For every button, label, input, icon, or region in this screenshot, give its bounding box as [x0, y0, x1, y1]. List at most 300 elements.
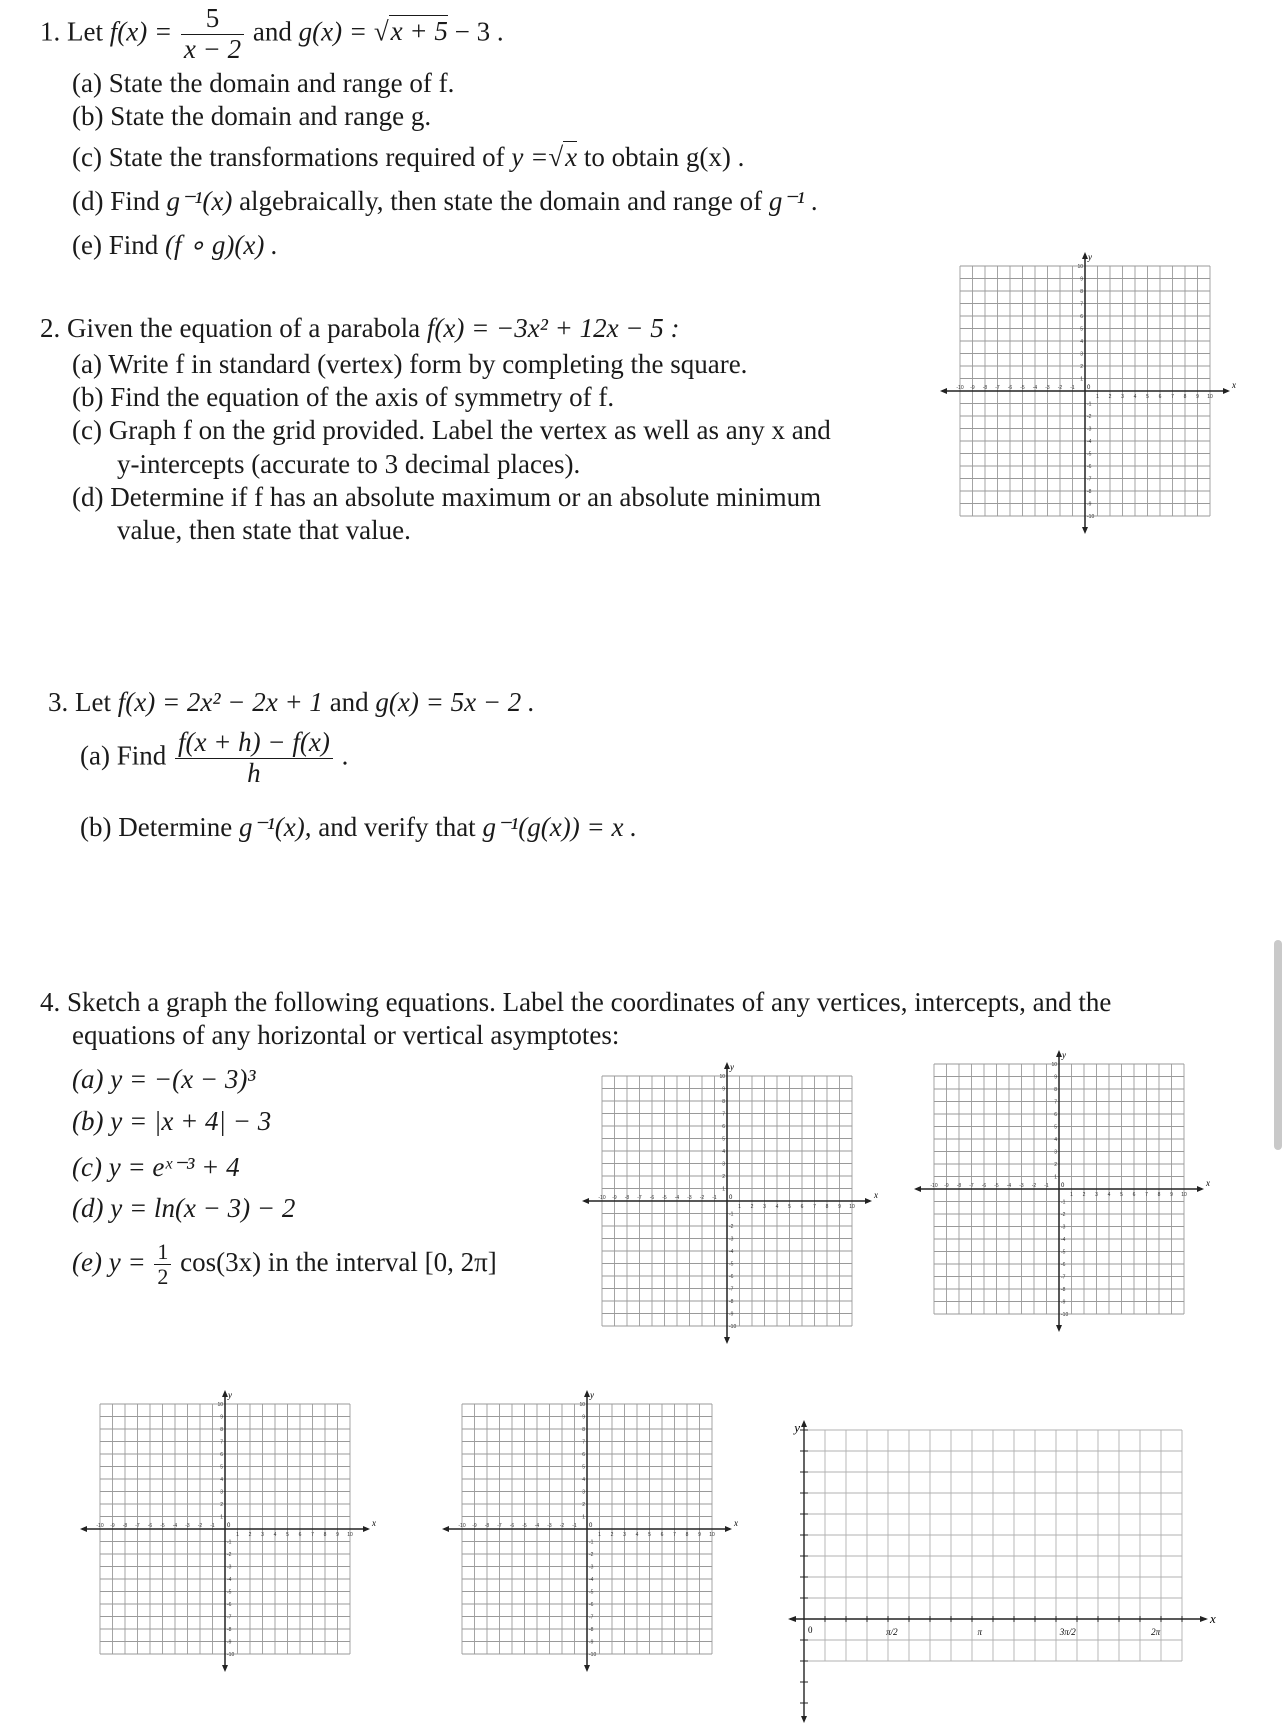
y-tick-label: -1: [729, 1211, 734, 1218]
x-tick-label: 3: [1095, 1192, 1098, 1198]
coordinate-grid-q2: [938, 252, 1236, 536]
origin-label: 0: [589, 1523, 593, 1529]
x-tick-label: -7: [637, 1195, 642, 1201]
q1-c-y: y =: [511, 142, 549, 172]
origin-label: 0: [729, 1195, 733, 1201]
q1-e-pre: (e) Find: [72, 230, 159, 260]
x-tick-label: -2: [559, 1523, 565, 1529]
x-tick-label: 1: [598, 1532, 601, 1538]
y-tick-label: 4: [582, 1477, 585, 1483]
x-tick-label: 8: [825, 1204, 829, 1210]
x-tick-label: -5: [994, 1183, 999, 1189]
q4-part-b: (b) y = |x + 4| − 3: [72, 1106, 272, 1136]
y-tick-label: -3: [1087, 426, 1092, 433]
y-tick-label: -9: [1061, 1299, 1066, 1306]
coordinate-grid-q4-d: [440, 1390, 738, 1674]
q3-stem: [48, 686, 535, 720]
y-tick-label: -10: [227, 1652, 235, 1658]
x-tick-label: π/2: [886, 1627, 898, 1637]
scrollbar[interactable]: [1274, 940, 1282, 1150]
x-tick-label: -8: [484, 1523, 490, 1529]
q4-part-e: [72, 1240, 497, 1289]
x-tick-label: 3: [1121, 394, 1124, 400]
y-tick-label: -10: [1087, 514, 1095, 520]
y-tick-label: -8: [729, 1299, 734, 1305]
x-tick-label: 8: [1183, 394, 1187, 400]
q1-f-fraction: [181, 4, 244, 64]
q3-number: 3.: [48, 687, 69, 717]
q1-part-b: (b) State the domain and range g.: [72, 101, 432, 131]
y-tick-label: 3: [220, 1489, 223, 1496]
q1-and: and: [252, 16, 292, 47]
x-tick-label: -7: [995, 385, 1000, 391]
q2-stem-pre: Given the equation of a parabola: [67, 313, 421, 343]
q3-a-post: .: [341, 740, 349, 771]
y-tick-label: 5: [220, 1464, 223, 1471]
q1-number: 1.: [40, 16, 61, 47]
x-axis-label: x: [874, 1190, 878, 1200]
y-tick-label: 9: [220, 1414, 223, 1421]
x-tick-label: -4: [172, 1523, 178, 1529]
q1-e-expr: (f ∘ g)(x) .: [164, 230, 278, 260]
trig-grid-svg: [786, 1418, 1216, 1731]
x-tick-label: π: [977, 1627, 983, 1637]
x-tick-label: -4: [674, 1195, 680, 1201]
y-tick-label: 10: [719, 1074, 725, 1080]
x-tick-label: -8: [956, 1183, 962, 1189]
y-tick-label: -5: [1087, 451, 1092, 458]
x-axis-label: x: [1206, 1178, 1210, 1188]
x-tick-label: -10: [458, 1523, 466, 1529]
x-tick-label: 4: [635, 1532, 639, 1538]
y-tick-label: 3: [722, 1161, 725, 1168]
y-tick-label: 1: [582, 1514, 585, 1521]
q3-b-pre: (b) Determine: [80, 812, 233, 842]
y-tick-label: -1: [227, 1539, 232, 1546]
q3-a-numerator: f(x + h) − f(x): [175, 728, 333, 759]
q1-g-radicand: x + 5: [390, 16, 448, 47]
q4-stem-line1: Sketch a graph the following equations. Label the coordinates of any vertices, intercepts, and the: [67, 987, 1112, 1017]
q2-stem-expr: f(x) = −3x² + 12x − 5 :: [426, 313, 680, 343]
x-tick-label: -9: [472, 1523, 477, 1529]
y-tick-label: 8: [722, 1099, 725, 1105]
y-tick-label: 5: [1054, 1124, 1057, 1131]
origin-label: 0: [1061, 1183, 1065, 1189]
y-axis-label: y: [1062, 1050, 1066, 1060]
x-tick-label: -8: [122, 1523, 128, 1529]
q2-part-b: (b) Find the equation of the axis of symmetry of f.: [72, 382, 615, 412]
y-tick-label: -6: [1061, 1262, 1066, 1268]
x-tick-label: -3: [687, 1195, 692, 1201]
q1-d-ginv2: g⁻¹ .: [768, 186, 819, 216]
x-tick-label: 7: [311, 1532, 314, 1538]
q3-g-expr: g(x) = 5x − 2 .: [375, 687, 535, 717]
grid-svg: [580, 1062, 878, 1346]
y-tick-label: -9: [1087, 501, 1092, 508]
q4-part-d: (d) y = ln(x − 3) − 2: [72, 1193, 296, 1223]
q1-f-denominator: x − 2: [183, 33, 242, 64]
q1-c-post: to obtain g(x) .: [583, 142, 745, 172]
x-tick-label: -3: [1045, 385, 1050, 391]
q1-part-d: [72, 186, 818, 217]
y-tick-label: -4: [729, 1249, 734, 1255]
y-tick-label: -9: [589, 1639, 594, 1646]
x-tick-label: 1: [1096, 394, 1099, 400]
y-tick-label: 1: [220, 1514, 223, 1521]
y-tick-label: -7: [227, 1614, 232, 1621]
y-tick-label: -2: [729, 1224, 734, 1230]
x-axis-label: x: [1210, 1611, 1216, 1626]
x-tick-label: -7: [135, 1523, 140, 1529]
y-tick-label: 4: [220, 1477, 223, 1483]
x-tick-label: 4: [1133, 394, 1137, 400]
q4-number: 4.: [40, 987, 61, 1017]
q4-e-denominator: 2: [157, 1264, 169, 1290]
y-tick-label: -1: [1061, 1199, 1066, 1206]
y-tick-label: 2: [582, 1502, 585, 1508]
x-tick-label: 3: [763, 1204, 766, 1210]
y-tick-label: -8: [227, 1627, 232, 1633]
origin-label: 0: [808, 1625, 813, 1635]
x-tick-label: 5: [788, 1204, 791, 1210]
q1-d-pre: (d) Find: [72, 186, 160, 216]
x-tick-label: 8: [685, 1532, 689, 1538]
x-tick-label: 9: [336, 1532, 339, 1538]
y-tick-label: -10: [729, 1324, 737, 1330]
q2-stem: [40, 312, 680, 346]
y-tick-label: -5: [589, 1589, 594, 1596]
y-tick-label: 3: [1054, 1149, 1057, 1156]
x-tick-label: 1: [1070, 1192, 1073, 1198]
grid-svg: [912, 1050, 1210, 1334]
y-tick-label: 7: [220, 1439, 223, 1446]
x-tick-label: -7: [497, 1523, 502, 1529]
grid-svg: [78, 1390, 376, 1674]
x-tick-label: -6: [509, 1523, 515, 1529]
coordinate-grid-q4-c: [78, 1390, 376, 1674]
y-tick-label: 5: [722, 1136, 725, 1143]
y-tick-label: 4: [1080, 339, 1083, 345]
x-tick-label: -2: [1031, 1183, 1037, 1189]
y-tick-label: 7: [582, 1439, 585, 1446]
y-tick-label: -7: [589, 1614, 594, 1621]
x-tick-label: 7: [1145, 1192, 1148, 1198]
y-tick-label: 2: [722, 1174, 725, 1180]
q3-b-ginv: g⁻¹(x),: [238, 812, 312, 842]
x-tick-label: 4: [775, 1204, 779, 1210]
y-tick-label: -7: [1061, 1274, 1066, 1281]
y-tick-label: 1: [722, 1186, 725, 1193]
y-tick-label: 7: [1054, 1099, 1057, 1106]
x-tick-label: 2: [1082, 1192, 1086, 1198]
y-tick-label: -5: [227, 1589, 232, 1596]
x-tick-label: 9: [1170, 1192, 1173, 1198]
y-tick-label: 6: [1080, 314, 1083, 320]
x-tick-label: -5: [160, 1523, 165, 1529]
y-tick-label: -7: [729, 1286, 734, 1293]
x-tick-label: -1: [1070, 385, 1075, 391]
x-tick-label: -2: [197, 1523, 203, 1529]
q2-part-c-line1: (c) Graph f on the grid provided. Label the vertex as well as any x and: [72, 415, 831, 445]
y-tick-label: -4: [1087, 439, 1092, 445]
q1-part-a: (a) State the domain and range of f.: [72, 68, 455, 98]
x-tick-label: 1: [738, 1204, 741, 1210]
x-tick-label: 6: [1132, 1192, 1136, 1198]
x-axis-label: x: [734, 1518, 738, 1528]
x-tick-label: 3: [261, 1532, 264, 1538]
y-tick-label: 9: [582, 1414, 585, 1421]
x-tick-label: -2: [699, 1195, 705, 1201]
y-tick-label: -5: [1061, 1249, 1066, 1256]
q2-number: 2.: [40, 313, 61, 343]
q4-e-pre: (e) y =: [72, 1246, 146, 1277]
q3-and: and: [329, 687, 369, 717]
q1-f-lhs: f(x) =: [109, 16, 173, 47]
y-tick-label: 9: [722, 1086, 725, 1093]
q1-f-numerator: 5: [181, 4, 244, 35]
q2-part-a: (a) Write f in standard (vertex) form by completing the square.: [72, 349, 748, 379]
x-tick-label: -6: [1007, 385, 1013, 391]
x-tick-label: 10: [849, 1204, 855, 1210]
x-tick-label: 2: [1108, 394, 1112, 400]
q2-part-c-line2: y-intercepts (accurate to 3 decimal places).: [117, 449, 581, 479]
x-tick-label: -3: [185, 1523, 190, 1529]
y-tick-label: -3: [729, 1236, 734, 1243]
x-tick-label: -5: [522, 1523, 527, 1529]
x-tick-label: -10: [598, 1195, 606, 1201]
y-tick-label: -2: [1061, 1212, 1066, 1218]
x-tick-label: 5: [286, 1532, 289, 1538]
q4-e-numerator: 1: [154, 1240, 171, 1265]
y-tick-label: -3: [227, 1564, 232, 1571]
x-tick-label: -6: [981, 1183, 987, 1189]
y-tick-label: -4: [589, 1577, 594, 1583]
q2-part-d-line1: (d) Determine if f has an absolute maximum or an absolute minimum: [72, 482, 822, 512]
origin-label: 0: [227, 1523, 231, 1529]
q1-part-c: (c) State the transformations required of y =√x to obtain g(x) .: [72, 142, 745, 172]
y-tick-label: 4: [722, 1149, 725, 1155]
q1-let: Let: [67, 16, 103, 47]
origin-label: 0: [1087, 385, 1091, 391]
x-tick-label: -10: [96, 1523, 104, 1529]
q3-a-denominator: h: [247, 757, 261, 788]
y-tick-label: -8: [1087, 489, 1092, 495]
y-tick-label: 7: [722, 1111, 725, 1118]
coordinate-grid-q4-b: [912, 1050, 1210, 1334]
y-axis-label: y: [794, 1420, 800, 1435]
x-tick-label: 7: [1171, 394, 1174, 400]
q3-a-pre: (a) Find: [80, 740, 167, 771]
x-tick-label: -7: [969, 1183, 974, 1189]
y-tick-label: -2: [1087, 414, 1092, 420]
y-tick-label: 8: [1080, 289, 1083, 295]
q3-let: Let: [75, 687, 111, 717]
x-tick-label: -1: [572, 1523, 577, 1529]
x-axis-label: x: [372, 1518, 376, 1528]
x-tick-label: 5: [648, 1532, 651, 1538]
q1-d-post: algebraically, then state the domain and range of: [239, 186, 763, 216]
grid-svg: [440, 1390, 738, 1674]
y-tick-label: 7: [1080, 301, 1083, 308]
x-tick-label: -2: [1057, 385, 1063, 391]
y-tick-label: 6: [722, 1124, 725, 1130]
y-tick-label: -10: [589, 1652, 597, 1658]
x-tick-label: -6: [147, 1523, 153, 1529]
x-tick-label: 7: [673, 1532, 676, 1538]
x-tick-label: 4: [1107, 1192, 1111, 1198]
x-tick-label: 2: [750, 1204, 754, 1210]
coordinate-grid-q4-a: [580, 1062, 878, 1346]
x-tick-label: 2: [248, 1532, 252, 1538]
trig-grid-q4-e: [786, 1418, 1216, 1731]
x-tick-label: 3π/2: [1059, 1627, 1076, 1637]
y-tick-label: -1: [589, 1539, 594, 1546]
y-tick-label: 1: [1054, 1174, 1057, 1181]
x-tick-label: 7: [813, 1204, 816, 1210]
y-tick-label: 6: [582, 1452, 585, 1458]
x-tick-label: 10: [347, 1532, 353, 1538]
x-tick-label: 2π: [1151, 1627, 1161, 1637]
y-tick-label: 4: [1054, 1137, 1057, 1143]
x-tick-label: 1: [236, 1532, 239, 1538]
x-tick-label: -4: [1006, 1183, 1012, 1189]
y-tick-label: 2: [220, 1502, 223, 1508]
y-tick-label: -2: [589, 1552, 594, 1558]
x-tick-label: 6: [800, 1204, 804, 1210]
x-tick-label: -1: [1044, 1183, 1049, 1189]
x-tick-label: -8: [624, 1195, 630, 1201]
q3-b-mid: and verify that: [318, 812, 476, 842]
y-tick-label: 2: [1054, 1162, 1057, 1168]
x-tick-label: 10: [1181, 1192, 1187, 1198]
q3-part-a: [80, 728, 348, 788]
q1-g-lhs: g(x) =: [298, 16, 368, 47]
x-tick-label: 8: [1157, 1192, 1161, 1198]
q3-f-expr: f(x) = 2x² − 2x + 1: [117, 687, 323, 717]
y-tick-label: 6: [220, 1452, 223, 1458]
y-tick-label: -1: [1087, 401, 1092, 408]
q4-stem: [40, 986, 1111, 1020]
x-tick-label: -9: [970, 385, 975, 391]
y-tick-label: -6: [227, 1602, 232, 1608]
x-tick-label: 3: [623, 1532, 626, 1538]
y-axis-label: y: [228, 1390, 232, 1400]
x-tick-label: -3: [1019, 1183, 1024, 1189]
y-axis-label: y: [1088, 252, 1092, 262]
x-tick-label: 9: [1196, 394, 1199, 400]
q4-e-fraction: [154, 1240, 171, 1289]
y-tick-label: 3: [1080, 351, 1083, 358]
x-tick-label: 4: [273, 1532, 277, 1538]
x-tick-label: 8: [323, 1532, 327, 1538]
x-tick-label: -4: [1032, 385, 1038, 391]
y-tick-label: -8: [1061, 1287, 1066, 1293]
y-tick-label: 8: [220, 1427, 223, 1433]
y-tick-label: 2: [1080, 364, 1083, 370]
q4-e-post: cos(3x) in the interval [0, 2π]: [180, 1246, 497, 1277]
y-tick-label: -9: [227, 1639, 232, 1646]
y-tick-label: -10: [1061, 1312, 1069, 1318]
x-tick-label: -1: [712, 1195, 717, 1201]
x-tick-label: 9: [838, 1204, 841, 1210]
y-tick-label: 9: [1080, 276, 1083, 283]
y-tick-label: -6: [729, 1274, 734, 1280]
q3-part-b: [80, 812, 637, 843]
q3-a-fraction: [175, 728, 333, 788]
x-tick-label: 6: [660, 1532, 664, 1538]
grid-svg: [938, 252, 1236, 536]
x-tick-label: -10: [956, 385, 964, 391]
q1-part-e: [72, 230, 278, 261]
x-tick-label: 5: [1146, 394, 1149, 400]
y-tick-label: 8: [1054, 1087, 1057, 1093]
q4-part-c: (c) y = eˣ⁻³ + 4: [72, 1152, 240, 1182]
x-tick-label: -9: [944, 1183, 949, 1189]
x-tick-label: -6: [649, 1195, 655, 1201]
q1-c-pre: (c) State the transformations required of: [72, 142, 505, 172]
y-tick-label: 10: [217, 1402, 223, 1408]
x-axis-label: x: [1232, 380, 1236, 390]
q4-stem-line2: equations of any horizontal or vertical asymptotes:: [72, 1020, 620, 1050]
q1-c-radicand: x: [565, 142, 578, 172]
x-tick-label: 5: [1120, 1192, 1123, 1198]
x-tick-label: 10: [1207, 394, 1213, 400]
q3-b-expr: g⁻¹(g(x)) = x .: [482, 812, 637, 842]
x-tick-label: 6: [1158, 394, 1162, 400]
y-tick-label: 1: [1080, 376, 1083, 383]
y-tick-label: -9: [729, 1311, 734, 1318]
x-tick-label: -10: [930, 1183, 938, 1189]
y-tick-label: -5: [729, 1261, 734, 1268]
x-tick-label: 6: [298, 1532, 302, 1538]
x-tick-label: -5: [662, 1195, 667, 1201]
x-tick-label: -9: [612, 1195, 617, 1201]
y-tick-label: 9: [1054, 1074, 1057, 1081]
y-tick-label: 8: [582, 1427, 585, 1433]
x-tick-label: -3: [547, 1523, 552, 1529]
x-tick-label: -5: [1020, 385, 1025, 391]
q1-stem: 1. Let f(x) = $\frac{5}{x - 2}$ and g(x) = √x + 5 − 3 .: [40, 3, 504, 64]
x-tick-label: 2: [610, 1532, 614, 1538]
y-axis-label: y: [590, 1390, 594, 1400]
y-tick-label: -2: [227, 1552, 232, 1558]
x-tick-label: -4: [534, 1523, 540, 1529]
x-tick-label: 10: [709, 1532, 715, 1538]
q1-g-tail: − 3 .: [454, 16, 504, 47]
x-tick-label: 9: [698, 1532, 701, 1538]
y-tick-label: -3: [589, 1564, 594, 1571]
y-tick-label: -4: [1061, 1237, 1066, 1243]
y-tick-label: -4: [227, 1577, 232, 1583]
x-tick-label: -1: [210, 1523, 215, 1529]
q1-d-ginv: g⁻¹(x): [166, 186, 233, 216]
y-tick-label: 10: [1051, 1062, 1057, 1068]
y-tick-label: -8: [589, 1627, 594, 1633]
y-tick-label: 6: [1054, 1112, 1057, 1118]
q2-part-d-line2: value, then state that value.: [117, 515, 411, 545]
q4-part-a: (a) y = −(x − 3)³: [72, 1064, 256, 1094]
y-tick-label: 3: [582, 1489, 585, 1496]
x-tick-label: -8: [982, 385, 988, 391]
y-tick-label: -6: [589, 1602, 594, 1608]
y-tick-label: -7: [1087, 476, 1092, 483]
y-axis-label: y: [730, 1062, 734, 1072]
y-tick-label: 5: [1080, 326, 1083, 333]
y-tick-label: 10: [579, 1402, 585, 1408]
y-tick-label: 5: [582, 1464, 585, 1471]
y-tick-label: -3: [1061, 1224, 1066, 1231]
x-tick-label: -9: [110, 1523, 115, 1529]
